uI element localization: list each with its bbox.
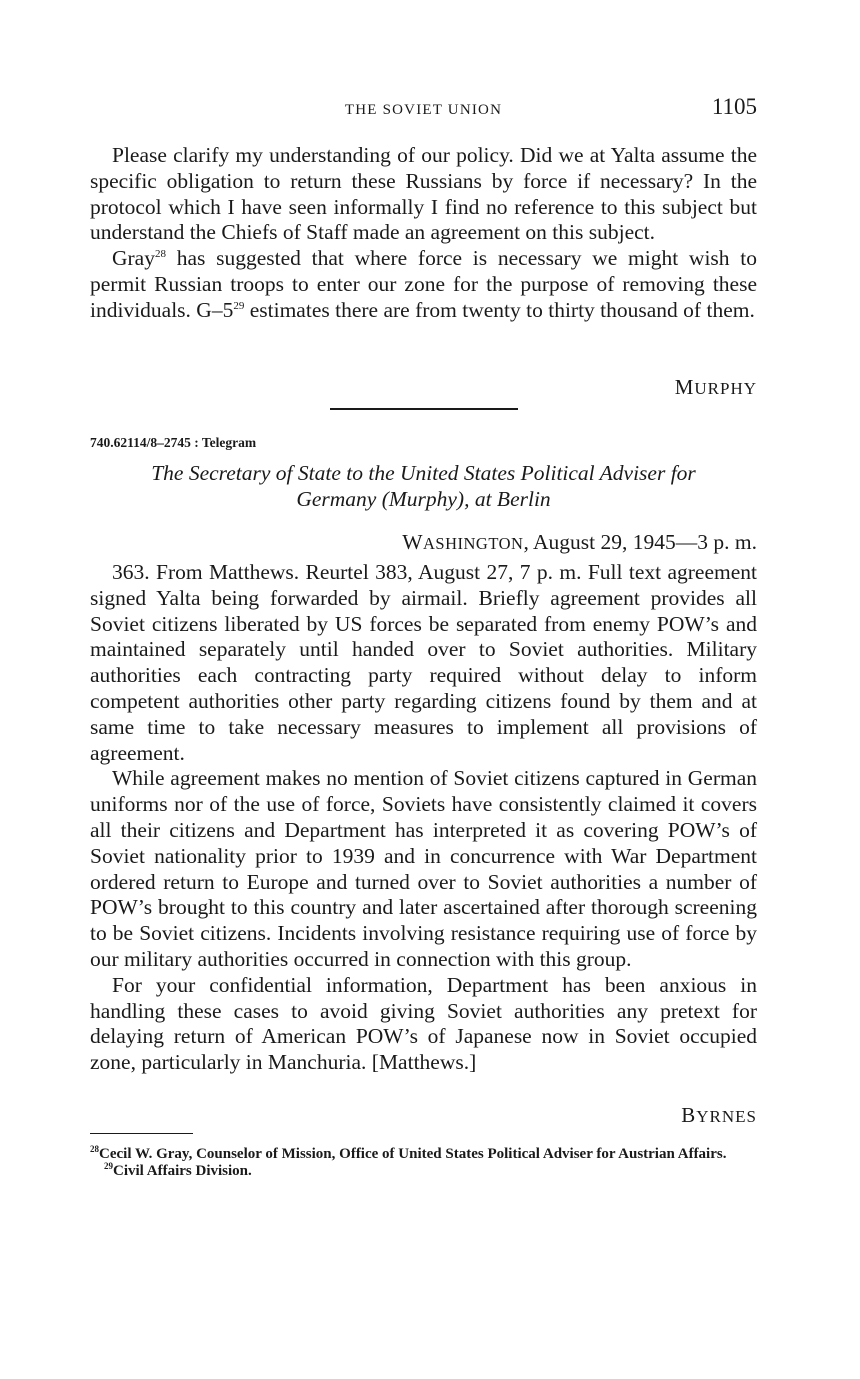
footnote-ref[interactable]: 29 — [233, 299, 245, 312]
murphy-message-continuation — [90, 143, 757, 324]
telegram-body — [90, 560, 757, 1076]
signature-murphy: MURPHY — [674, 375, 757, 399]
page-number: 1105 — [711, 94, 757, 119]
dateline: WASHINGTON, August 29, 1945—3 p. m. — [402, 530, 757, 554]
dateline-block — [90, 530, 757, 555]
paragraph: 363. From Matthews. Reurtel 383, August 27, 7 p. m. Full text agreement signed Yalta being forwarded by airmail. Briefly agreement provides all Soviet citizens liberated by US forces be separated from enemy POW’s and maintained separately until handed over to Soviet authorities. Military authorities each contracting party required without delay to inform competent authorities other party regarding citizens found by them and at same time to take necessary measures to implement all provisions of agreement. — [90, 560, 757, 765]
paragraph: While agreement makes no mention of Soviet citizens captured in German uniforms nor of the use of force, Soviets have consistently claimed it covers all their citizens and Department has interpreted it as covering POW’s of Soviet nationality prior to 1939 and in concurrence with War Department ordered return to Europe and turned over to Soviet authorities a number of POW’s brought to this country and later ascertained after thorough screening to be Soviet citizens. Incidents involving resistance requiring use of force by our military authorities occurred in connection with this group. — [90, 766, 757, 971]
footnotes — [90, 1146, 757, 1180]
footnote-divider — [90, 1133, 193, 1134]
signature-byrnes: BYRNES — [681, 1103, 757, 1127]
title-line: The Secretary of State to the United States Political Adviser for — [151, 461, 696, 485]
paragraph: Gray$^{28}$ has suggested that where force is necessary we might wish to permit Russian troops to enter our zone for the purpose of removing these individuals. $G-5^{29}$ estimates there are from twenty to thirty thousand of them. — [90, 246, 757, 322]
signature-murphy-block — [90, 375, 757, 400]
footnote: $^{29}$Civil Affairs Division. — [104, 1161, 252, 1179]
document-id: 740.62114/8–2745 : Telegram — [90, 435, 257, 450]
footnote-ref[interactable]: 28 — [154, 248, 166, 261]
paragraph: Please clarify my understanding of our policy. Did we at Yalta assume the specific obligation to return these Russians by force if necessary? In the protocol which I have seen informally I find no reference to this subject but understand the Chiefs of Staff made an agreement on this subject. — [90, 143, 757, 245]
document-header — [90, 435, 757, 451]
paragraph: For your confidential information, Department has been anxious in handling these cases to avoid giving Soviet authorities any pretext for delaying return of American POW’s of Japanese now in Soviet occupied zone, particularly in Manchuria. [Matthews.] — [90, 972, 757, 1075]
document-title — [90, 460, 757, 512]
title-line: Germany (Murphy), at Berlin — [296, 487, 551, 511]
running-title: THE SOVIET UNION — [344, 102, 503, 118]
page-header — [90, 94, 757, 126]
signature-byrnes-block — [90, 1103, 757, 1128]
section-divider — [330, 408, 518, 410]
footnote: $^{28}$Cecil W. Gray, Counselor of Mission, Office of United States Political Adviser for Austrian Affairs. — [90, 1144, 727, 1162]
